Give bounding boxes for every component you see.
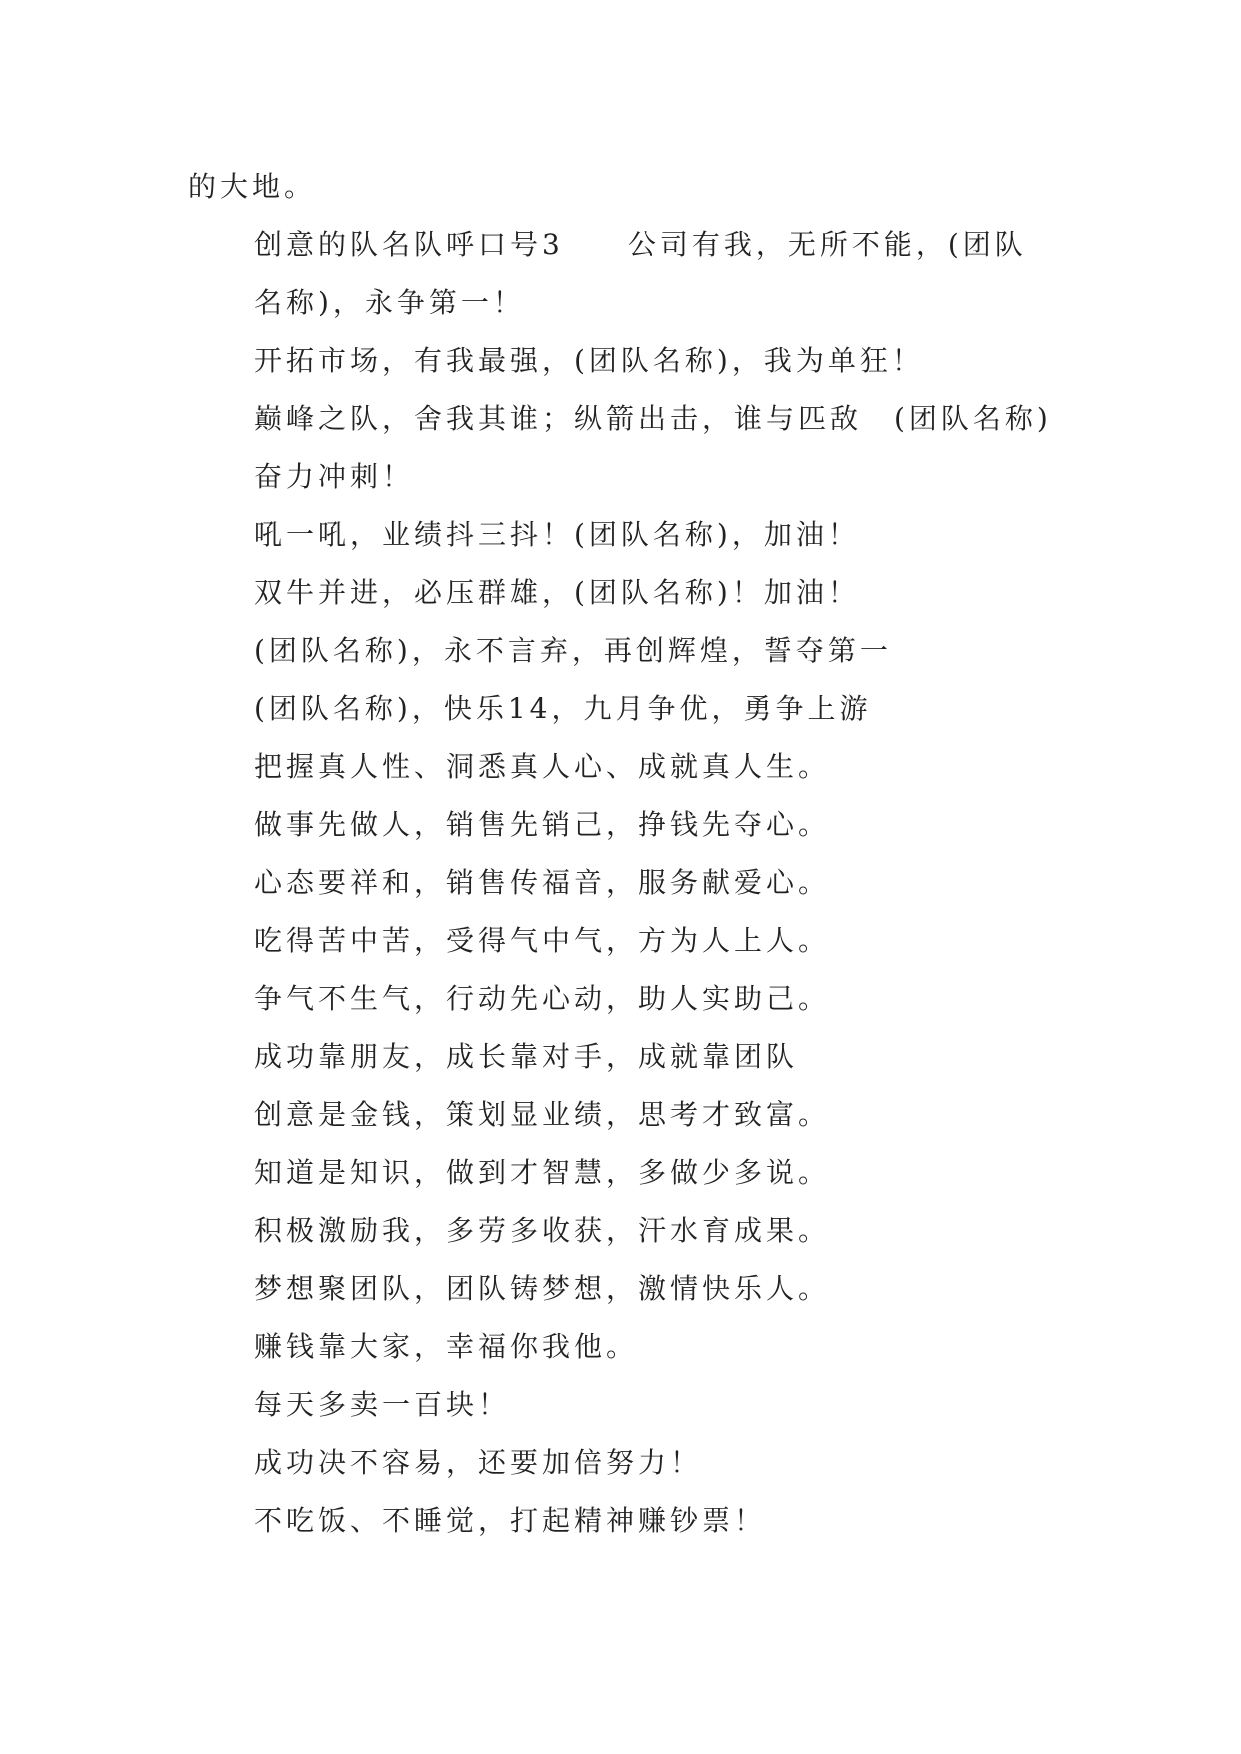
paragraph-slogan: 开拓市场，有我最强，(团队名称)，我为单狂！: [254, 344, 924, 377]
paragraph-slogan: 心态要祥和，销售传福音，服务献爱心。: [254, 866, 831, 899]
paragraph-slogan: 每天多卖一百块！: [254, 1388, 511, 1421]
paragraph-slogan: 知道是知识，做到才智慧，多做少多说。: [254, 1156, 831, 1189]
paragraph-slogan: 吃得苦中苦，受得气中气，方为人上人。: [254, 924, 831, 957]
paragraph-slogan: (团队名称)，快乐14，九月争优，勇争上游: [254, 692, 872, 725]
paragraph-slogan: 成功靠朋友，成长靠对手，成就靠团队: [254, 1040, 799, 1073]
paragraph-slogan: 梦想聚团队，团队铸梦想，激情快乐人。: [254, 1272, 831, 1305]
paragraph-slogan: 积极激励我，多劳多收获，汗水育成果。: [254, 1214, 831, 1247]
paragraph-slogan: 把握真人性、洞悉真人心、成就真人生。: [254, 750, 831, 783]
paragraph-continuation: 的大地。: [188, 170, 317, 203]
paragraph-slogan: 赚钱靠大家，幸福你我他。: [254, 1330, 639, 1363]
paragraph-slogan: 成功决不容易，还要加倍努力！: [254, 1446, 703, 1479]
document-body: [188, 158, 1084, 1550]
paragraph-slogan: 做事先做人，销售先销己，挣钱先夺心。: [254, 808, 831, 841]
paragraph-slogan-heading: 创意的队名队呼口号3 公司有我，无所不能，(团队名称)，永争第一！: [254, 228, 1027, 319]
paragraph-slogan: 吼一吼，业绩抖三抖！(团队名称)，加油！: [254, 518, 860, 551]
paragraph-slogan: 不吃饭、不睡觉，打起精神赚钞票！: [254, 1504, 767, 1537]
paragraph-slogan: 双牛并进，必压群雄，(团队名称)！加油！: [254, 576, 860, 609]
paragraph-slogan: 创意是金钱，策划显业绩，思考才致富。: [254, 1098, 831, 1131]
paragraph-slogan: 争气不生气，行动先心动，助人实助己。: [254, 982, 831, 1015]
paragraph-slogan: 巅峰之队，舍我其谁；纵箭出击，谁与匹敌 (团队名称) 奋力冲刺！: [254, 402, 1084, 493]
paragraph-slogan: (团队名称)，永不言弃，再创辉煌，誓夺第一: [254, 634, 892, 667]
